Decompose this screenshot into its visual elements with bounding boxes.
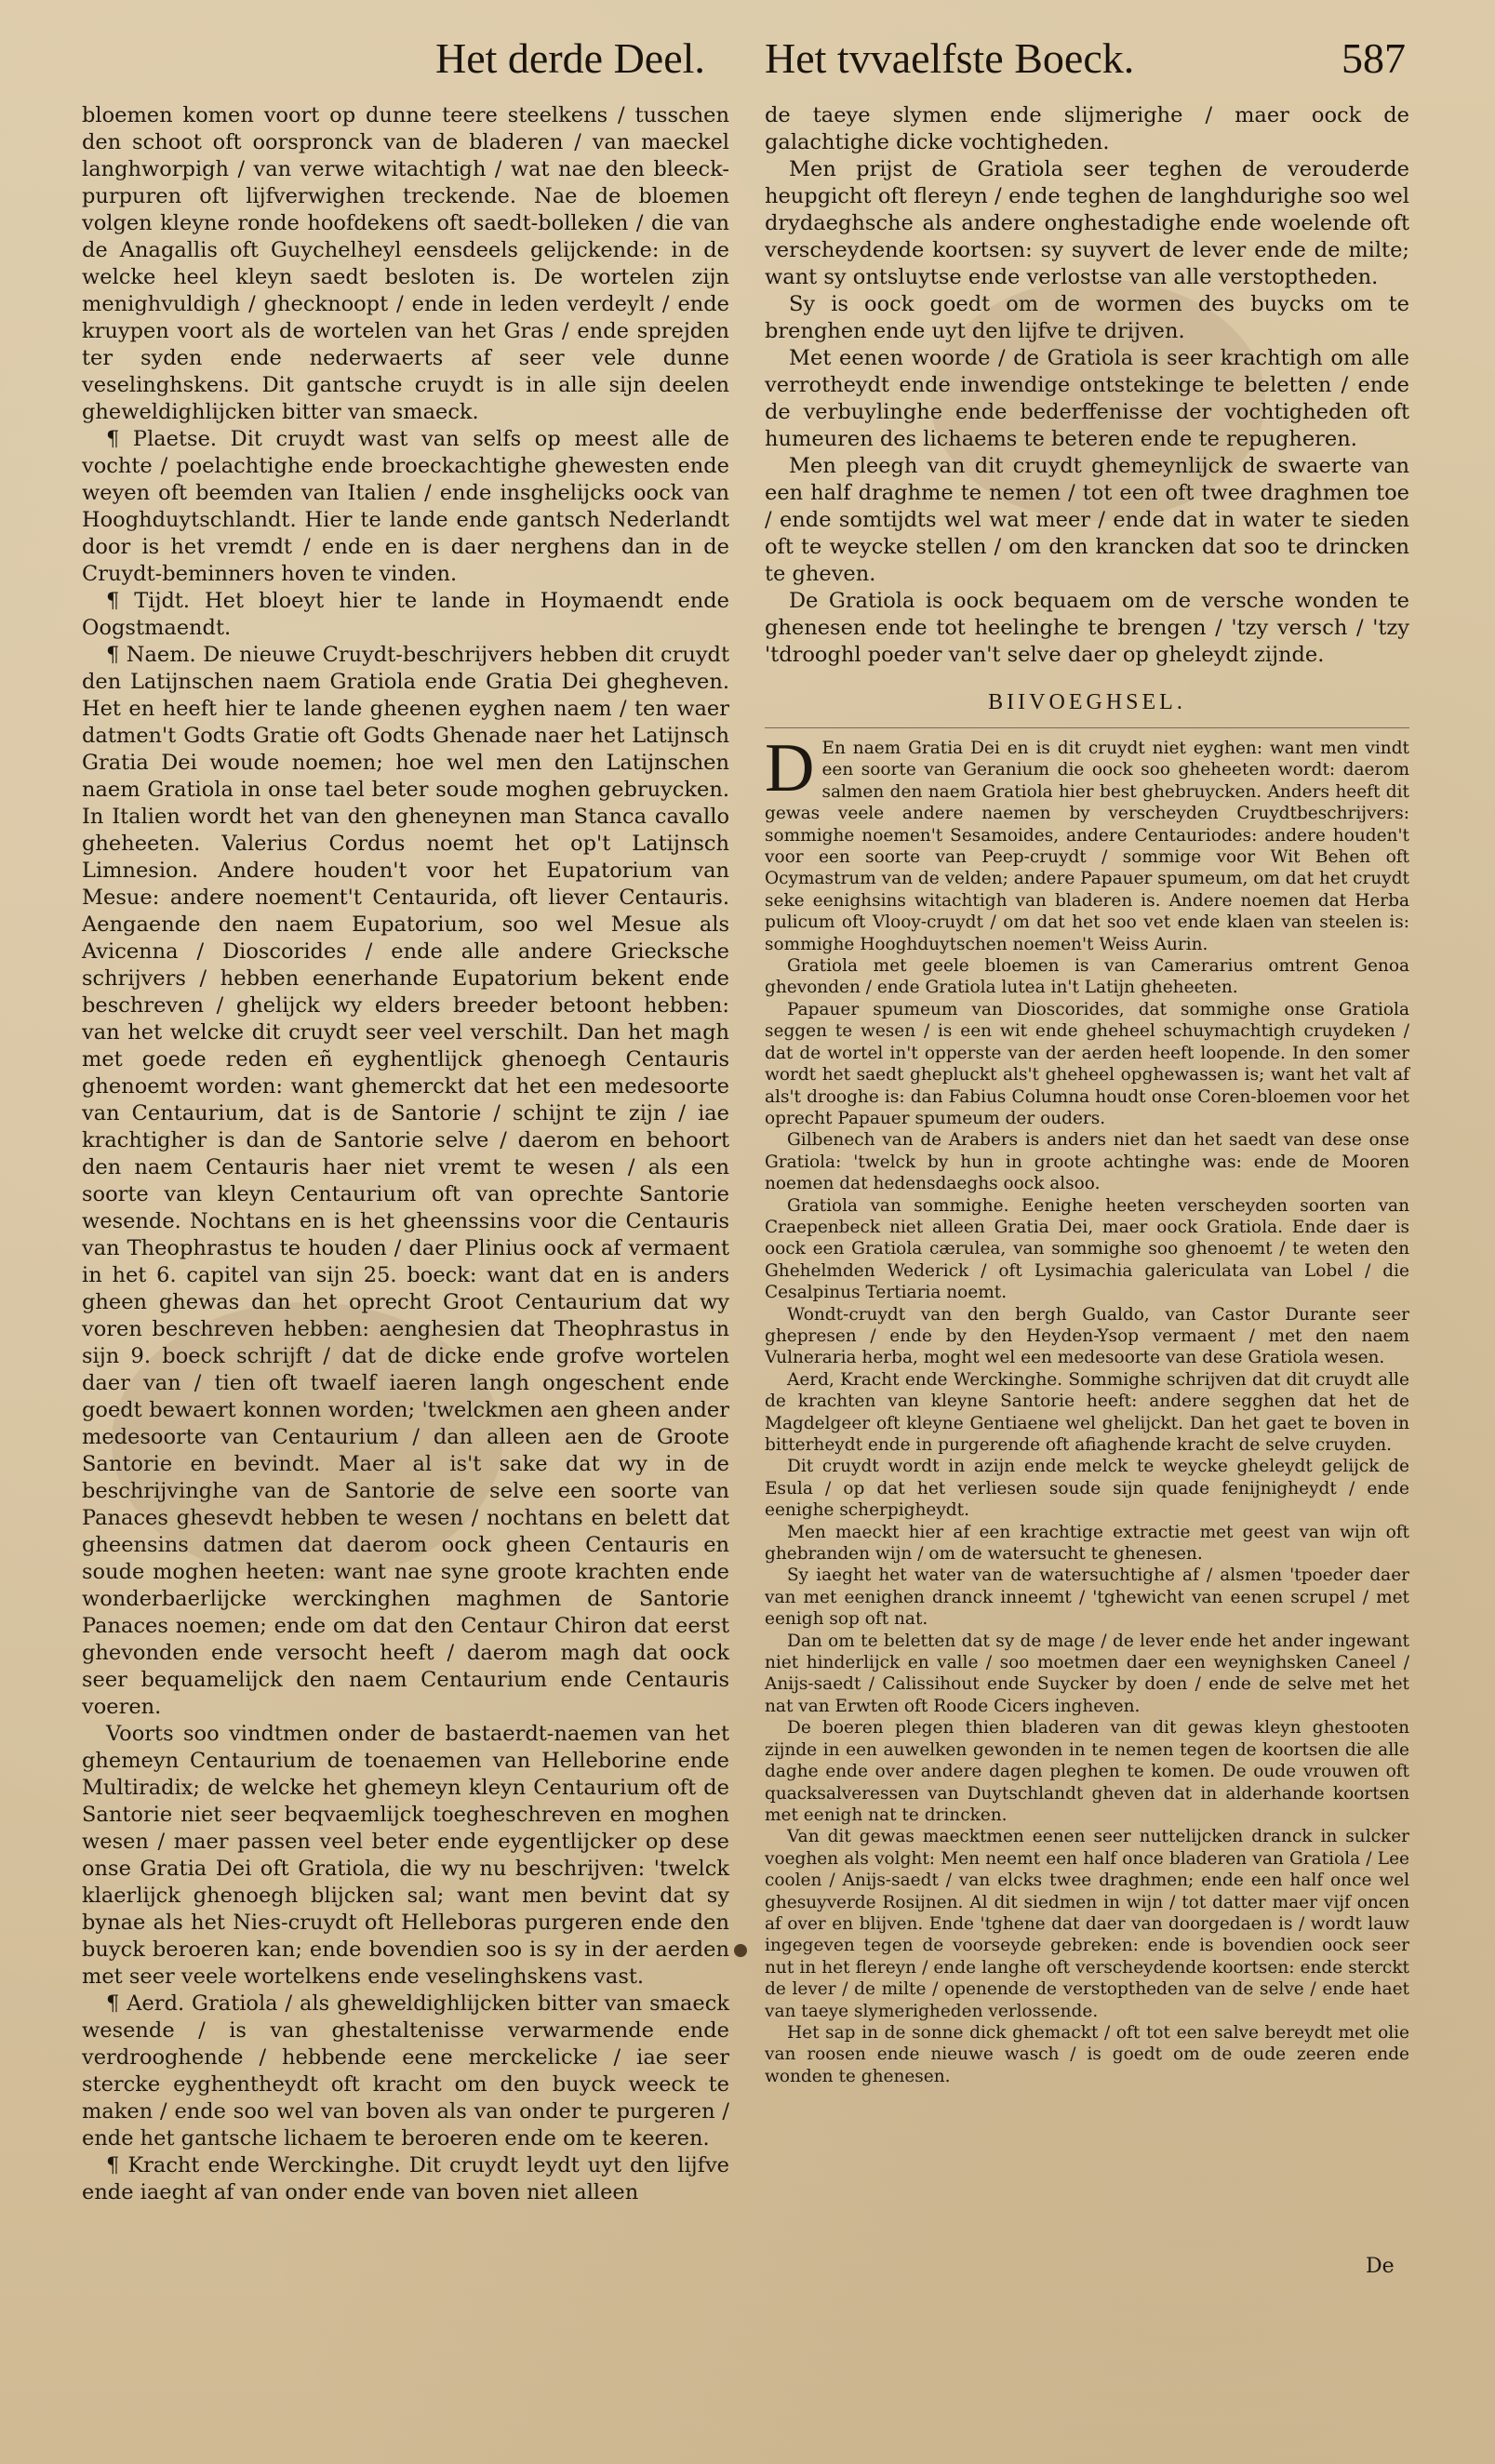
text-paragraph — [765, 730, 1409, 955]
section-heading: BIIVOEGHSEL. — [988, 690, 1186, 714]
header-book-title: Het tvvaelfste Boeck. — [765, 34, 1135, 82]
text-paragraph: ¶ Aerd. Gratiola / als gheweldighlijcken bitter van smaeck wesende / is van ghestaltenisse verwarmende ende verdrooghende / hebbende eene merckelicke / iae seer stercke eyghentheydt oft kracht om den buyck weeck te maken / ende soo wel van boven als van onder te purgeren / ende het gantsche lichaem te beroeren ende om te keeren. — [82, 1991, 729, 2151]
page-number: 587 — [1341, 34, 1406, 82]
text-paragraph: ¶ Tijdt. Het bloeyt hier te lande in Hoymaendt ende Oogstmaendt. — [82, 589, 729, 640]
text-paragraph-body: En naem Gratia Dei en is dit cruydt niet eyghen: want men vindt een soorte van Geranium die oock soo gheheeten wordt: daerom salmen den naem Gratiola hier best ghebruycken. Anders heeft dit gewas veele andere naemen by verscheyden Cruydtbeschrijvers: sommighe noemen't Sesamoides, andere Centauriodes: andere houden't voor een soorte van Peep-cruydt / sommige voor Wit Behen oft Ocymastrum van de velden; andere Papauer spumeum, om dat het cruydt seke eenighsins witachtigh van bladeren is. Andere noemen dat Herba pulicum oft Vlooy-cruydt / om dat het soo vet ende klaen van steelen is: sommighe Hooghduytschen noemen't Weiss Aurin. — [765, 739, 1409, 954]
text-paragraph: Men maeckt hier af een krachtige extractie met geest van wijn oft ghebranden wijn / om de watersucht te ghenesen. — [765, 1522, 1409, 1565]
text-paragraph: Men prijst de Gratiola seer teghen de verouderde heupgicht oft flereyn / ende teghen de langhdurighe soo wel drydaeghsche als andere onghestadighe ende woelende oft verscheydende koortsen: sy suyvert de lever ende de milte; want sy ontsluytse ende verlostse van alle verstoptheden. — [765, 157, 1409, 289]
text-paragraph: Wondt-cruydt van den bergh Gualdo, van Castor Durante seer ghepresen / ende by den Heyden-Ysop vermaent / met den naem Vulneraria herba, moght wel een medesoorte van dese Gratiola wesen. — [765, 1304, 1409, 1368]
text-paragraph: Gratiola van sommighe. Eenighe heeten verscheyden soorten van Craepenbeck niet alleen Gratia Dei, maer oock Gratiola. Ende daer is oock een Gratiola cærulea, van sommighe soo ghenoemt / te weten den Ghehelmden Wederick / oft Lysimachia galericulata van Lobel / die Cesalpinus Tertiaria noemt. — [765, 1195, 1409, 1303]
text-paragraph: Papauer spumeum van Dioscorides, dat sommighe onse Gratiola seggen te wesen / is een wit ende gheheel schuymachtigh cruydeken / dat de wortel in't opperste van der aerden heeft loopende. In den somer wordt het saedt ghepluckt als't gheheel opghewassen is; want het valt af als't drooghe is: dan Fabius Columna houdt onse Coren-bloemen voor het oprecht Papauer spumeum der ouders. — [765, 999, 1409, 1128]
text-paragraph: Het sap in de sonne dick ghemackt / oft tot een salve bereydt met olie van roosen ende nieuwe wasch / is goedt om de oude zeeren ende wonden te ghenesen. — [765, 2022, 1409, 2086]
text-paragraph: De Gratiola is oock bequaem om de versche wonden te ghenesen ende tot heelinghe te brengen / 'tzy versch / 'tzy 'tdrooghl poeder van't selve daer op gheleydt zijnde. — [765, 589, 1409, 667]
text-paragraph: Men pleegh van dit cruydt ghemeynlijck de swaerte van een half draghme te nemen / tot een oft twee draghmen toe / ende somtijdts wel wat meer / ende dat in water te sieden oft te weycke stellen / om den krancken dat soo te drincken te gheven. — [765, 454, 1409, 586]
ink-blot — [734, 1944, 747, 1957]
supplement-body — [765, 730, 1409, 2087]
drop-cap: D — [765, 730, 815, 806]
text-paragraph: ¶ Kracht ende Werckinghe. Dit cruydt leydt uyt den lijfve ende iaeght af van onder ende van boven niet alleen — [82, 2153, 729, 2204]
text-paragraph: Gilbenech van de Arabers is anders niet dan het saedt van dese onse Gratiola: 'twelck by hun in groote achtinghe was: ende de Mooren noemen dat hedensdaeghs oock alsoo. — [765, 1130, 1409, 1194]
right-column — [765, 102, 1409, 2087]
text-paragraph: ¶ Plaetse. Dit cruydt wast van selfs op meest alle de vochte / poelachtighe ende broeckachtighe ghewesten ende weyen oft beemden van Italien / ende insghelijcks oock van Hooghduytschlandt. Hier te lande ende gantsch Nederlandt door is het vremdt / ende en is daer nerghens dan in de Cruydt-beminners hoven te vinden. — [82, 427, 729, 586]
text-paragraph: ¶ Naem. De nieuwe Cruydt-beschrijvers hebben dit cruydt den Latijnschen naem Gratiola ende Gratia Dei ghegheven. Het en heeft hier te lande gheenen eyghen naem / ten waer datmen't Godts Gratie oft Godts Ghenade naer het Latijnsch Gratia Dei woude noemen; hoe wel men den Latijnschen naem Gratiola in onse tael beter soude moghen gebruycken. In Italien wordt het van den gheneynen man Stanca cavallo gheheeten. Valerius Cordus noemt het op't Latijnsch Limnesion. Andere houden't voor het Eupatorium van Mesue: andere noement't Centaurida, oft liever Centauris. Aengaende den naem Eupatorium, soo wel Mesue als Avicenna / Dioscorides / ende alle andere Griecksche schrijvers / hebben eenerhande Eupatorium bekent ende beschreven / ghelijck wy elders breeder betoont hebben: van het welcke dit cruydt seer veel verschilt. Dan het magh met goede reden eñ eyghentlijck ghenoegh Centauris ghenoemt worden: want ghemerckt dat het een medesoorte van Centaurium, dat is de Santorie / schijnt te zijn / iae krachtigher is dan de Santorie selve / daerom en behoort den naem Centauris haer niet vremt te wesen / als een soorte van kleyn Centaurium oft van oprechte Santorie wesende. Nochtans en is het gheenssins voor die Centauris van Theophrastus te houden / daer Plinius oock af vermaent in het 6. capitel van sijn 25. boeck: want dat en is anders gheen ghewas dan het oprecht Groot Centaurium dat wy voren beschreven hebben: aenghesien dat Theophrastus in sijn 9. boeck schrijft / dat de dicke ende grofve wortelen daer van / tien oft twaelf iaeren langh ongeschent ende goedt bewaert konnen worden; 'twelckmen aen gheen ander medesoorte van Centaurium / dan alleen aen de Groote Santorie en bevindt. Maer al is't sake dat wy in de beschrijvinghe van de Santorie de selve een soorte van Panaces ghesevdt hebben te wesen / nochtans en belett dat gheensins datmen dat daerom oock gheen Centauris en soude moghen heeten: want nae syne groote krachten ende wonderbaerlijcke werckinghen maghmen de Santorie Panaces noemen; ende om dat den Centaur Chiron dat eerst ghevonden ende versocht heeft / daerom magh dat oock seer bequamelijck den naem Centaurium ende Centauris voeren. — [82, 643, 729, 1719]
text-paragraph: de taeye slymen ende slijmerighe / maer oock de galachtighe dicke vochtigheden. — [765, 103, 1409, 154]
catchword: De — [1366, 2255, 1395, 2278]
header-part-title: Het derde Deel. — [435, 34, 705, 82]
text-paragraph: De boeren plegen thien bladeren van dit gewas kleyn ghestooten zijnde in een auwelken gewonden in te nemen tegen de koortsen die alle daghe ende over andere dagen pleghen te komen. De oude vrouwen oft quacksalveressen van Duytschlandt gheven dat in alderhande koortsen met eenigh nat te drincken. — [765, 1718, 1409, 1825]
text-paragraph: Dan om te beletten dat sy de mage / de lever ende het ander ingewant niet hinderlijck en valle / soo moetmen daer een weynighsken Caneel / Anijs-saedt / Calissihout ende Suycker by doen / ende de selve met het nat van Erwten oft Roode Cicers ingheven. — [765, 1631, 1409, 1716]
left-column — [82, 102, 729, 2206]
text-paragraph: Van dit gewas maecktmen eenen seer nuttelijcken dranck in sulcker voeghen als volght: Men neemt een half once bladeren van Gratiola / Lee coolen / Anijs-saedt / van elcks twee draghmen; ende een half once wel ghesuyverde Rosijnen. Al dit siedmen in wijn / tot datter maer vijf oncen af over en blijven. Ende 'tghene dat daer van doorgedaen is / wordt lauw ingegeven tegen de voorseyde gebreken: ende is bovendien oock seer nut in het flereyn / ende langhe oft verscheydende koortsen: ende sterckt de lever / de milte / openende de verstoptheden van de selve / ende haet van taeye slymerigheden verlossende. — [765, 1827, 1409, 2021]
text-paragraph: Met eenen woorde / de Gratiola is seer krachtigh om alle verrotheydt ende inwendige ontstekinge te beletten / ende de verbuylinghe ende bederffenisse der vochtigheden oft humeuren des lichaems te beteren ende te repugheren. — [765, 346, 1409, 451]
running-header — [0, 0, 1495, 102]
text-paragraph: Voorts soo vindtmen onder de bastaerdt-naemen van het ghemeyn Centaurium de toenaemen van Helleborine ende Multiradix; de welcke het ghemeyn kleyn Centaurium oft de Santorie niet seer beqvaemlijck toegheschreven en moghen wesen / maer passen veel beter ende eygentlijcker op dese onse Gratia Dei oft Gratiola, die wy nu beschrijven: 'twelck klaerlijck ghenoegh blijcken sal; want men bevint dat sy bynae als het Nies-cruydt oft Helleboras purgeren ende den buyck beroeren kan; ende bovendien soo is sy in der aerden met seer veele wortelkens ende veselinghskens vast. — [82, 1722, 729, 1989]
text-paragraph: Gratiola met geele bloemen is van Camerarius omtrent Genoa ghevonden / ende Gratiola lutea in't Latijn gheheeten. — [765, 956, 1409, 998]
text-paragraph: Dit cruydt wordt in azijn ende melck te weycke gheleydt gelijck de Esula / op dat het verliesen soude sijn quade fenijnigheydt / ende eenighe scherpigheydt. — [765, 1457, 1409, 1521]
text-paragraph: Sy is oock goedt om de wormen des buycks om te brenghen ende uyt den lijfve te drijven. — [765, 292, 1409, 343]
text-paragraph: bloemen komen voort op dunne teere steelkens / tusschen den schoot oft oorspronck van de bladeren / van maeckel langhworpigh / van verwe witachtigh / wat nae den bleeck-purpuren oft lijfverwighen treckende. Nae de bloemen volgen kleyne ronde hoofdekens oft saedt-bolleken / die van de Anagallis oft Guychelheyl eensdeels gelijckende: in de welcke heel kleyn saedt besloten is. De wortelen zijn menighvuldigh / ghecknoopt / ende in leden verdeylt / ende kruypen voort als de wortelen van het Gras / ende sprejden ter syden ende nederwaerts af seer vele dunne veselinghskens. Dit gantsche cruydt is in alle sijn deelen gheweldighlijcken bitter van smaeck. — [82, 103, 729, 424]
text-paragraph: Aerd, Kracht ende Werckinghe. Sommighe schrijven dat dit cruydt alle de krachten van kleyne Santorie heeft: andere segghen dat het de Magdelgeer oft kleyne Gentiaene wel ghelijckt. Dan het gaet te boven in bitterheydt ende in purgerende oft afiaghende kracht de selve cruyden. — [765, 1369, 1409, 1455]
text-paragraph: Sy iaeght het water van de watersuchtighe af / alsmen 'tpoeder daer van met eenighen dranck inneemt / 'tghewicht van eenen scrupel / met eenigh sop oft nat. — [765, 1565, 1409, 1630]
heading-rule — [765, 727, 1409, 728]
